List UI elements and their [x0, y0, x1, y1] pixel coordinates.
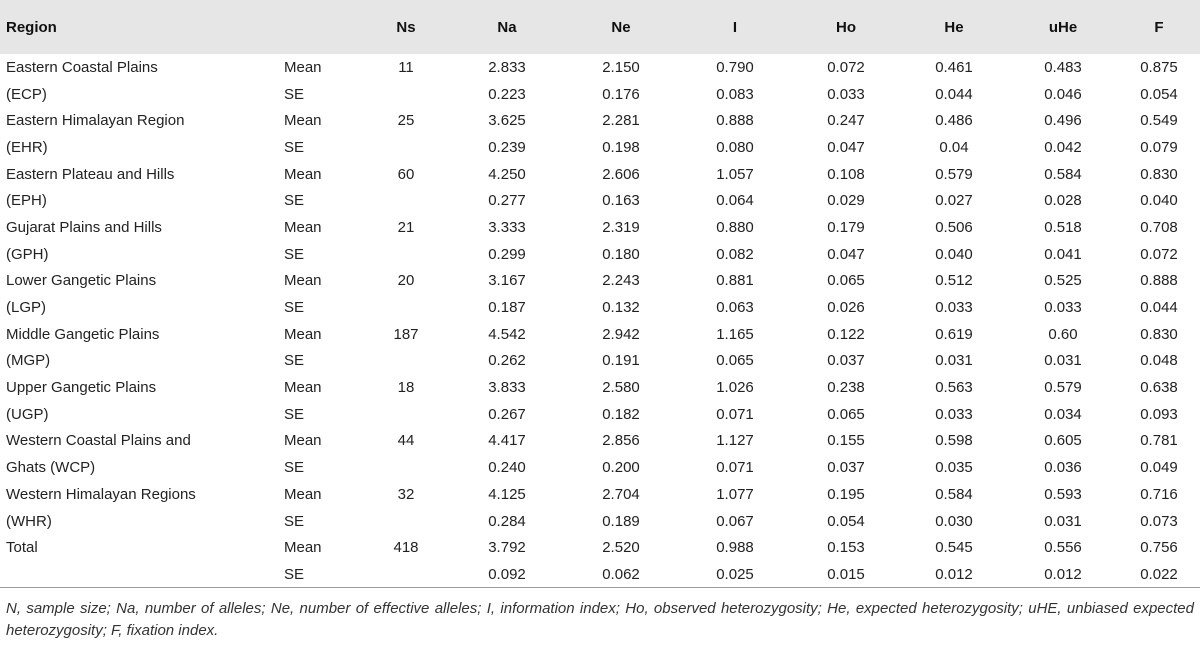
cell-i: 0.067 — [716, 512, 754, 530]
cell-uhe: 0.518 — [1044, 218, 1082, 236]
cell-he: 0.012 — [935, 565, 973, 583]
cell-ho: 0.122 — [827, 325, 865, 343]
cell-ne: 2.150 — [602, 58, 640, 76]
cell-ho: 0.029 — [827, 192, 865, 210]
cell-stat: Mean — [284, 272, 322, 290]
cell-uhe: 0.483 — [1044, 58, 1082, 76]
cell-i: 0.888 — [716, 112, 754, 130]
cell-ns — [362, 187, 450, 214]
cell-f: 0.830 — [1140, 325, 1178, 343]
header-row — [0, 0, 1200, 54]
cell-f: 0.073 — [1140, 512, 1178, 530]
cell-stat: SE — [284, 565, 305, 583]
cell-ho: 0.047 — [827, 138, 865, 156]
cell-na: 3.792 — [488, 539, 526, 557]
cell-ho: 0.247 — [827, 112, 865, 130]
table-row — [0, 268, 1200, 295]
cell-ns: 44 — [397, 432, 415, 450]
cell-stat: SE — [284, 405, 305, 423]
cell-ne: 0.182 — [602, 405, 640, 423]
table-row — [0, 534, 1200, 561]
cell-ho: 0.179 — [827, 218, 865, 236]
cell-ns — [362, 454, 450, 481]
table-row — [0, 561, 1200, 588]
cell-uhe: 0.525 — [1044, 272, 1082, 290]
cell-region: Western Coastal Plains and — [6, 432, 191, 450]
cell-ne: 0.198 — [602, 138, 640, 156]
cell-ns: 21 — [397, 218, 415, 236]
cell-f: 0.830 — [1140, 165, 1178, 183]
cell-ns: 187 — [393, 325, 419, 343]
cell-he: 0.035 — [935, 459, 973, 477]
table-row — [0, 428, 1200, 455]
cell-ho: 0.015 — [827, 565, 865, 583]
cell-na: 0.239 — [488, 138, 526, 156]
cell-ne: 2.856 — [602, 432, 640, 450]
table-row — [0, 321, 1200, 348]
cell-region: Western Himalayan Regions — [6, 485, 196, 503]
cell-ne: 2.319 — [602, 218, 640, 236]
header-ns: Ns — [396, 18, 416, 36]
cell-ne: 2.520 — [602, 539, 640, 557]
cell-stat: Mean — [284, 325, 322, 343]
cell-i: 0.880 — [716, 218, 754, 236]
cell-he: 0.512 — [935, 272, 973, 290]
header-region: Region — [6, 18, 57, 36]
cell-region: (EPH) — [6, 192, 47, 210]
table-header — [0, 0, 1200, 54]
cell-he: 0.619 — [935, 325, 973, 343]
cell-stat: SE — [284, 512, 305, 530]
cell-f: 0.875 — [1140, 58, 1178, 76]
cell-na: 4.125 — [488, 485, 526, 503]
cell-na: 0.284 — [488, 512, 526, 530]
header-na: Na — [497, 18, 517, 36]
cell-ho: 0.072 — [827, 58, 865, 76]
cell-na: 0.262 — [488, 352, 526, 370]
cell-ns — [362, 508, 450, 535]
cell-he: 0.04 — [939, 138, 969, 156]
cell-i: 0.063 — [716, 299, 754, 317]
cell-region: Gujarat Plains and Hills — [6, 218, 162, 236]
cell-stat: SE — [284, 192, 305, 210]
table-row — [0, 187, 1200, 214]
cell-na: 4.250 — [488, 165, 526, 183]
cell-ns — [362, 348, 450, 375]
table-row — [0, 374, 1200, 401]
cell-i: 1.057 — [716, 165, 754, 183]
cell-na: 0.277 — [488, 192, 526, 210]
cell-ns — [362, 294, 450, 321]
header-ne: Ne — [611, 18, 631, 36]
cell-ne: 0.200 — [602, 459, 640, 477]
cell-uhe: 0.028 — [1044, 192, 1082, 210]
cell-ne: 2.704 — [602, 485, 640, 503]
cell-stat: Mean — [284, 218, 322, 236]
cell-stat: SE — [284, 459, 305, 477]
cell-region: Eastern Himalayan Region — [6, 112, 185, 130]
cell-he: 0.033 — [935, 405, 973, 423]
cell-he: 0.040 — [935, 245, 973, 263]
cell-ns: 20 — [397, 272, 415, 290]
cell-ne: 0.191 — [602, 352, 640, 370]
cell-region: (LGP) — [6, 299, 47, 317]
table-row — [0, 481, 1200, 508]
cell-f: 0.549 — [1140, 112, 1178, 130]
cell-ns — [362, 561, 450, 588]
cell-ns: 32 — [397, 485, 415, 503]
cell-ho: 0.065 — [827, 272, 865, 290]
cell-ns: 11 — [398, 58, 414, 76]
cell-na: 4.542 — [488, 325, 526, 343]
table-row — [0, 54, 1200, 81]
cell-uhe: 0.034 — [1044, 405, 1082, 423]
cell-na: 0.299 — [488, 245, 526, 263]
cell-he: 0.031 — [935, 352, 973, 370]
cell-i: 0.064 — [716, 192, 754, 210]
cell-f: 0.716 — [1140, 485, 1178, 503]
cell-ho: 0.065 — [827, 405, 865, 423]
cell-region: (MGP) — [6, 352, 51, 370]
cell-na: 0.223 — [488, 85, 526, 103]
table-row — [0, 241, 1200, 268]
cell-f: 0.708 — [1140, 218, 1178, 236]
cell-f: 0.638 — [1140, 379, 1178, 397]
cell-f: 0.079 — [1140, 138, 1178, 156]
cell-region: Lower Gangetic Plains — [6, 272, 157, 290]
cell-na: 0.187 — [488, 299, 526, 317]
cell-he: 0.486 — [935, 112, 973, 130]
cell-stat: Mean — [284, 112, 322, 130]
cell-uhe: 0.012 — [1044, 565, 1082, 583]
cell-ho: 0.037 — [827, 459, 865, 477]
header-he: He — [944, 18, 964, 36]
cell-na: 0.240 — [488, 459, 526, 477]
cell-na: 3.167 — [488, 272, 526, 290]
cell-uhe: 0.593 — [1044, 485, 1082, 503]
cell-region: Middle Gangetic Plains — [6, 325, 160, 343]
cell-stat: SE — [284, 299, 305, 317]
cell-ns: 25 — [397, 112, 415, 130]
cell-ho: 0.155 — [827, 432, 865, 450]
table-row — [0, 401, 1200, 428]
cell-i: 0.025 — [716, 565, 754, 583]
cell-uhe: 0.033 — [1044, 299, 1082, 317]
cell-ne: 0.180 — [602, 245, 640, 263]
cell-uhe: 0.605 — [1044, 432, 1082, 450]
table-row — [0, 348, 1200, 375]
cell-na: 3.833 — [488, 379, 526, 397]
cell-i: 0.881 — [716, 272, 754, 290]
cell-stat: SE — [284, 138, 305, 156]
header-uhe: uHe — [1048, 18, 1078, 36]
table-row — [0, 454, 1200, 481]
cell-i: 0.083 — [716, 85, 754, 103]
header-f: F — [1154, 18, 1164, 36]
cell-uhe: 0.042 — [1044, 138, 1082, 156]
cell-he: 0.584 — [935, 485, 973, 503]
cell-stat: SE — [284, 85, 305, 103]
table-row — [0, 107, 1200, 134]
cell-ns: 60 — [397, 165, 415, 183]
cell-uhe: 0.031 — [1044, 512, 1082, 530]
cell-f: 0.072 — [1140, 245, 1178, 263]
cell-ne: 2.942 — [602, 325, 640, 343]
cell-f: 0.022 — [1140, 565, 1178, 583]
cell-region: (UGP) — [6, 405, 49, 423]
cell-region: Upper Gangetic Plains — [6, 379, 157, 397]
cell-ho: 0.026 — [827, 299, 865, 317]
cell-f: 0.044 — [1140, 299, 1178, 317]
table-row — [0, 81, 1200, 108]
cell-he: 0.598 — [935, 432, 973, 450]
cell-stat: SE — [284, 245, 305, 263]
cell-f: 0.040 — [1140, 192, 1178, 210]
cell-region: (EHR) — [6, 138, 48, 156]
cell-region: (ECP) — [6, 85, 47, 103]
cell-ne: 0.163 — [602, 192, 640, 210]
cell-f: 0.048 — [1140, 352, 1178, 370]
cell-ho: 0.108 — [827, 165, 865, 183]
cell-uhe: 0.041 — [1044, 245, 1082, 263]
cell-na: 3.625 — [488, 112, 526, 130]
cell-ne: 2.580 — [602, 379, 640, 397]
cell-i: 0.988 — [716, 539, 754, 557]
cell-he: 0.044 — [935, 85, 973, 103]
table-footnote: N, sample size; Na, number of alleles; Ne, number of effective alleles; I, information index; Ho, observed heterozygosity; He, expected heterozygosity; uHE, unbiased expected heterozygosity; F, fixation index. — [6, 600, 1194, 639]
cell-f: 0.049 — [1140, 459, 1178, 477]
cell-stat: Mean — [284, 485, 322, 503]
cell-region: Ghats (WCP) — [6, 459, 96, 477]
cell-na: 3.333 — [488, 218, 526, 236]
header-ho: Ho — [836, 18, 856, 36]
cell-ne: 0.189 — [602, 512, 640, 530]
cell-stat: Mean — [284, 165, 322, 183]
cell-i: 0.065 — [716, 352, 754, 370]
cell-ns — [362, 81, 450, 108]
cell-f: 0.054 — [1140, 85, 1178, 103]
cell-uhe: 0.046 — [1044, 85, 1082, 103]
cell-i: 0.082 — [716, 245, 754, 263]
table-body — [0, 54, 1200, 588]
cell-i: 1.077 — [716, 485, 754, 503]
cell-stat: Mean — [284, 379, 322, 397]
header-i: I — [732, 18, 738, 36]
cell-region: Eastern Coastal Plains — [6, 58, 158, 76]
cell-ne: 2.281 — [602, 112, 640, 130]
header-stat — [282, 0, 362, 54]
cell-stat: Mean — [284, 58, 322, 76]
cell-he: 0.579 — [935, 165, 973, 183]
cell-he: 0.027 — [935, 192, 973, 210]
cell-ho: 0.047 — [827, 245, 865, 263]
cell-f: 0.888 — [1140, 272, 1178, 290]
cell-i: 0.790 — [716, 58, 754, 76]
cell-ho: 0.037 — [827, 352, 865, 370]
cell-i: 1.165 — [716, 325, 754, 343]
table-row — [0, 294, 1200, 321]
cell-ns: 18 — [397, 379, 415, 397]
cell-he: 0.545 — [935, 539, 973, 557]
cell-uhe: 0.60 — [1048, 325, 1078, 343]
cell-ho: 0.238 — [827, 379, 865, 397]
cell-ho: 0.054 — [827, 512, 865, 530]
cell-he: 0.506 — [935, 218, 973, 236]
cell-i: 0.071 — [716, 405, 754, 423]
cell-he: 0.563 — [935, 379, 973, 397]
cell-stat: SE — [284, 352, 305, 370]
cell-i: 0.080 — [716, 138, 754, 156]
cell-uhe: 0.579 — [1044, 379, 1082, 397]
cell-f: 0.093 — [1140, 405, 1178, 423]
cell-ne: 2.243 — [602, 272, 640, 290]
table-row — [0, 134, 1200, 161]
cell-ho: 0.153 — [827, 539, 865, 557]
cell-ho: 0.195 — [827, 485, 865, 503]
table-row — [0, 161, 1200, 188]
cell-i: 0.071 — [716, 459, 754, 477]
cell-region: (GPH) — [6, 245, 49, 263]
cell-uhe: 0.556 — [1044, 539, 1082, 557]
cell-i: 1.026 — [716, 379, 754, 397]
cell-na: 0.267 — [488, 405, 526, 423]
cell-uhe: 0.036 — [1044, 459, 1082, 477]
cell-ns — [362, 134, 450, 161]
cell-na: 0.092 — [488, 565, 526, 583]
cell-uhe: 0.031 — [1044, 352, 1082, 370]
cell-na: 2.833 — [488, 58, 526, 76]
cell-ns — [362, 401, 450, 428]
cell-uhe: 0.584 — [1044, 165, 1082, 183]
cell-i: 1.127 — [716, 432, 754, 450]
cell-ne: 0.132 — [602, 299, 640, 317]
cell-uhe: 0.496 — [1044, 112, 1082, 130]
cell-stat: Mean — [284, 432, 322, 450]
cell-f: 0.756 — [1140, 539, 1178, 557]
cell-ns — [362, 241, 450, 268]
cell-ne: 2.606 — [602, 165, 640, 183]
cell-f: 0.781 — [1140, 432, 1178, 450]
cell-region — [0, 561, 282, 588]
cell-stat: Mean — [284, 539, 322, 557]
cell-region: Eastern Plateau and Hills — [6, 165, 175, 183]
cell-region: Total — [6, 539, 38, 557]
cell-ne: 0.176 — [602, 85, 640, 103]
table-row — [0, 508, 1200, 535]
cell-he: 0.033 — [935, 299, 973, 317]
cell-region: (WHR) — [6, 512, 52, 530]
cell-ne: 0.062 — [602, 565, 640, 583]
table-row — [0, 214, 1200, 241]
cell-na: 4.417 — [488, 432, 526, 450]
cell-ns: 418 — [393, 539, 419, 557]
cell-he: 0.030 — [935, 512, 973, 530]
cell-ho: 0.033 — [827, 85, 865, 103]
cell-he: 0.461 — [935, 58, 973, 76]
